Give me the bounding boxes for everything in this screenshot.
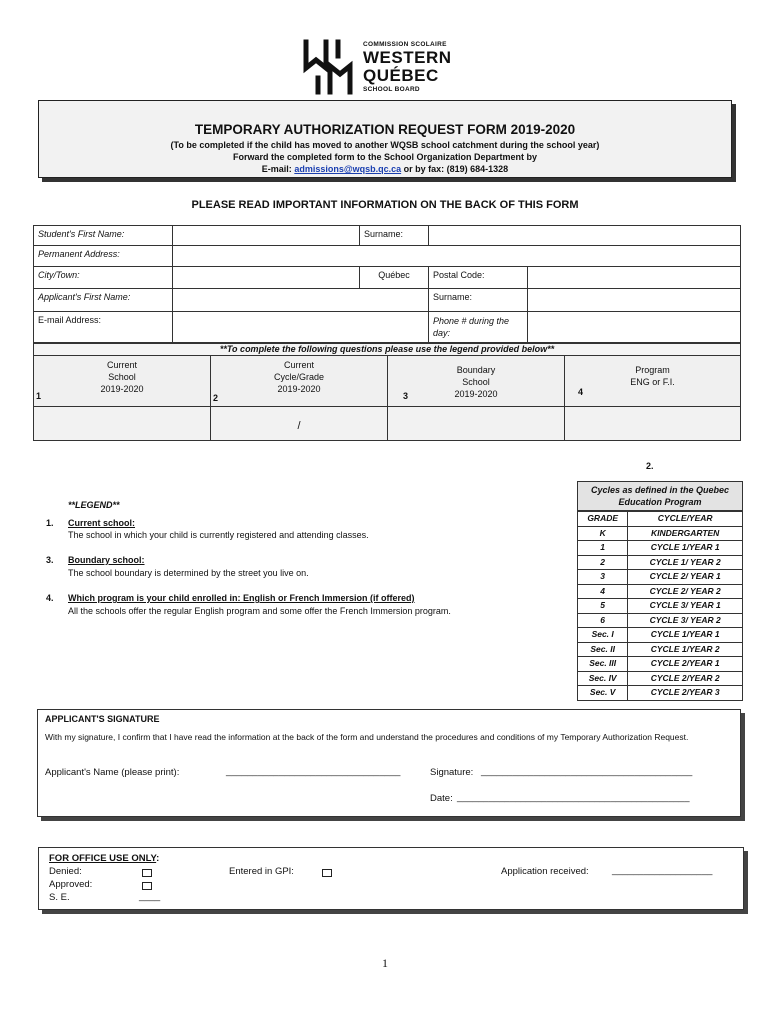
table-row: Sec. IV CYCLE 2/YEAR 2 — [578, 671, 743, 686]
table-row: Sec. III CYCLE 2/YEAR 1 — [578, 657, 743, 672]
question-4-number: 4 — [578, 387, 584, 397]
question-current-school: Current School 2019-2020 — [33, 355, 211, 407]
legend-item-1-text: The school in which your child is currently registered and attending classes. — [68, 530, 369, 540]
grade-header: GRADE — [578, 512, 628, 527]
form-title: TEMPORARY AUTHORIZATION REQUEST FORM 2019-2020 — [194, 122, 576, 137]
wqsb-logo-icon — [300, 38, 356, 96]
logo-line3: QUÉBEC — [363, 66, 439, 85]
applicant-surname-label: Surname: — [428, 288, 528, 312]
city-town-input[interactable] — [172, 266, 360, 289]
current-school-answer[interactable] — [33, 406, 211, 441]
cycles-caption: Cycles as defined in the Quebec Education Program — [577, 481, 743, 511]
table-row: 2 CYCLE 1/ YEAR 2 — [578, 555, 743, 570]
table-row: Sec. V CYCLE 2/YEAR 3 — [578, 686, 743, 701]
cycle-year-header: CYCLE/YEAR — [628, 512, 743, 527]
table-row: 5 CYCLE 3/ YEAR 1 — [578, 599, 743, 614]
applicant-name-line[interactable]: _________________________________ — [226, 766, 401, 777]
signature-title: APPLICANT'S SIGNATURE — [45, 714, 160, 724]
phone-label: Phone # during the day: — [428, 311, 528, 343]
office-use-title: FOR OFFICE USE ONLY: — [49, 853, 160, 864]
signature-confirmation: With my signature, I confirm that I have read the information at the back of the form and understand the procedures and conditions of my Temporary Authorization Request. — [45, 732, 689, 742]
signature-section — [37, 709, 741, 817]
question-program: Program ENG or F.I. — [564, 355, 741, 407]
legend-item-4-text: All the schools offer the regular English program and some offer the French Immersion program. — [68, 606, 451, 616]
question-boundary-school: Boundary School 2019-2020 — [387, 355, 565, 407]
important-notice: PLEASE READ IMPORTANT INFORMATION ON THE BACK OF THIS FORM — [191, 199, 579, 211]
logo-line4: SCHOOL BOARD — [363, 86, 420, 93]
legend-item-4-heading: Which program is your child enrolled in: English or French Immersion (if offered) — [68, 593, 415, 603]
contact-line: E-mail: admissions@wqsb.qc.ca or by fax: (819) 684-1328 — [261, 164, 509, 174]
permanent-address-input[interactable] — [172, 245, 741, 267]
applicant-name-label: Applicant's Name (please print): — [45, 767, 180, 778]
form-subtitle: (To be completed if the child has moved to another WQSB school catchment during the school year) — [170, 140, 600, 150]
legend-item-1-number: 1. — [46, 518, 54, 528]
student-first-name-label: Student's First Name: — [33, 225, 173, 246]
student-surname-label: Surname: — [359, 225, 429, 246]
denied-checkbox[interactable] — [142, 869, 152, 877]
phone-input[interactable] — [527, 311, 741, 343]
form-header — [38, 100, 732, 178]
page-number: 1 — [382, 956, 388, 970]
email-address-input[interactable] — [172, 311, 429, 343]
legend-title: **LEGEND** — [68, 500, 120, 510]
se-label: S. E. — [49, 892, 70, 903]
postal-code-input[interactable] — [527, 266, 741, 289]
approved-checkbox[interactable] — [142, 882, 152, 890]
entered-gpi-label: Entered in GPI: — [229, 866, 294, 877]
table-row: K KINDERGARTEN — [578, 526, 743, 541]
date-line[interactable]: ____________________________________________ — [457, 792, 690, 803]
student-first-name-input[interactable] — [172, 225, 360, 246]
email-address-label: E-mail Address: — [33, 311, 173, 343]
forward-instructions: Forward the completed form to the School Organization Department by — [232, 152, 538, 162]
table-row: Sec. I CYCLE 1/YEAR 1 — [578, 628, 743, 643]
application-received-label: Application received: — [501, 866, 589, 877]
city-town-label: City/Town: — [33, 266, 173, 289]
approved-label: Approved: — [49, 879, 93, 890]
cycles-table — [577, 481, 743, 701]
legend-item-3-heading: Boundary school: — [68, 555, 145, 565]
table-row: 6 CYCLE 3/ YEAR 2 — [578, 613, 743, 628]
date-label: Date: — [430, 793, 453, 804]
legend-item-1-heading: Current school: — [68, 518, 136, 528]
email-link[interactable]: admissions@wqsb.qc.ca — [294, 164, 402, 174]
legend-item-4-number: 4. — [46, 593, 54, 603]
logo-line2: WESTERN — [363, 48, 452, 67]
applicant-surname-input[interactable] — [527, 288, 741, 312]
question-1-number: 1 — [36, 391, 42, 401]
legend-item-3-text: The school boundary is determined by the street you live on. — [68, 568, 309, 578]
student-surname-input[interactable] — [428, 225, 741, 246]
question-current-cycle: Current Cycle/Grade 2019-2020 — [210, 355, 388, 407]
se-line[interactable]: ____ — [139, 891, 161, 902]
legend-instructions: **To complete the following questions please use the legend provided below** — [33, 343, 741, 356]
applicant-first-name-label: Applicant's First Name: — [33, 288, 173, 312]
boundary-school-answer[interactable] — [387, 406, 565, 441]
table-row: Sec. II CYCLE 1/YEAR 2 — [578, 642, 743, 657]
denied-label: Denied: — [49, 866, 82, 877]
application-received-line[interactable]: ___________________ — [612, 865, 713, 876]
question-2-number: 2 — [213, 393, 219, 403]
program-answer[interactable] — [564, 406, 741, 441]
office-use-section — [38, 847, 744, 910]
permanent-address-label: Permanent Address: — [33, 245, 173, 267]
table-row: 3 CYCLE 2/ YEAR 1 — [578, 570, 743, 585]
signature-label: Signature: — [430, 767, 474, 778]
current-cycle-answer[interactable]: / — [210, 406, 388, 441]
question-3-number: 3 — [403, 391, 409, 401]
table-row: 1 CYCLE 1/YEAR 1 — [578, 541, 743, 556]
legend-item-3-number: 3. — [46, 555, 54, 565]
signature-line[interactable]: ________________________________________ — [481, 766, 693, 777]
legend-point-2-marker: 2. — [646, 461, 654, 471]
province-label: Québec — [359, 266, 429, 289]
logo-line1: COMMISSION SCOLAIRE — [363, 41, 447, 48]
entered-gpi-checkbox[interactable] — [322, 869, 332, 877]
applicant-first-name-input[interactable] — [172, 288, 429, 312]
table-row: 4 CYCLE 2/ YEAR 2 — [578, 584, 743, 599]
postal-code-label: Postal Code: — [428, 266, 528, 289]
